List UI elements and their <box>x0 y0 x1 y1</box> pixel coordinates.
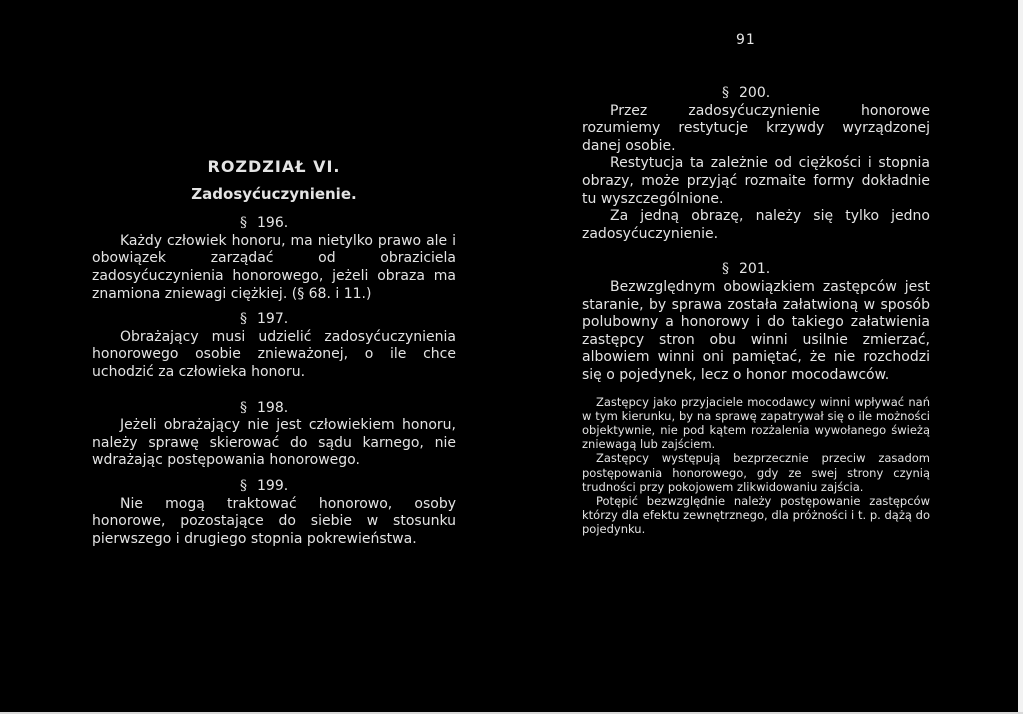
paragraph-number: 197. <box>257 311 289 328</box>
section-sign: § <box>722 261 729 278</box>
section-sign: § <box>240 215 247 232</box>
left-column <box>92 158 456 548</box>
chapter-title: ROZDZIAŁ VI. <box>207 157 341 176</box>
paragraph-number: 198. <box>257 399 289 416</box>
paragraph-196-heading <box>240 215 456 233</box>
paragraph-199-text: Nie mogą traktować honorowo, osoby honorowe, pozostające do siebie w stosunku pierwszego i drugiego stopnia pokrewieństwa. <box>92 495 456 547</box>
paragraph-number: 196. <box>257 215 289 232</box>
paragraph-198-heading <box>240 400 456 418</box>
paragraph-200-text-3: Za jedną obrazę, należy się tylko jedno zadosyćuczynienie. <box>582 208 930 242</box>
chapter-subtitle: Zadosyćuczynienie. <box>191 184 357 203</box>
paragraph-number: 201. <box>739 261 771 278</box>
note-1: Zastępcy jako przyjaciele mocodawcy winni wpływać nań w tym kierunku, by na sprawę zapatrywał się o ile możności objektywnie, nie pod kątem rozżalenia wywołanego świeżą zniewagą lub zajściem. <box>582 394 930 452</box>
paragraph-number: 200. <box>739 85 771 101</box>
page-number: 91 <box>736 32 756 48</box>
paragraph-201-heading <box>722 261 930 279</box>
paragraph-197-text: Obrażający musi udzielić zadosyćuczynienia honorowego osobie znieważonej, o ile chce uchodzić za człowieka honoru. <box>92 328 456 380</box>
right-column <box>582 85 930 537</box>
paragraph-200-text-2: Restytucja ta zależnie od ciężkości i stopnia obrazy, może przyjąć rozmaite formy dokładnie tu wyszczególnione. <box>582 155 930 207</box>
paragraph-198-text: Jeżeli obrażający nie jest człowiekiem honoru, należy sprawę skierować do sądu karnego, nie wdrażając postępowania honorowego. <box>92 417 456 469</box>
paragraph-197-heading <box>240 311 456 329</box>
paragraph-199-heading <box>240 478 456 496</box>
page-edge-strip <box>1018 0 1023 714</box>
paragraph-200-text-1: Przez zadosyćuczynienie honorowe rozumiemy restytucje krzywdy wyrządzonej danej osobie. <box>582 102 930 154</box>
section-sign: § <box>240 311 247 328</box>
paragraph-196-text: Każdy człowiek honoru, ma nietylko prawo ale i obowiązek zarządać od obraziciela zadosyćuczynienia honorowego, jeżeli obraza ma znamiona zniewagi ciężkiej. (§ 68. i 11.) <box>92 232 456 302</box>
footnotes-block <box>582 395 930 537</box>
section-sign: § <box>240 477 247 494</box>
note-2: Zastępcy występują bezprzecznie przeciw zasadom postępowania honorowego, gdy ze swej strony czynią trudności przy pokojowem zlikwidowaniu zajścia. <box>582 451 930 494</box>
section-sign: § <box>722 85 729 101</box>
paragraph-200-heading <box>722 85 930 103</box>
paragraph-number: 199. <box>257 477 289 494</box>
paragraph-201-text: Bezwzględnym obowiązkiem zastępców jest staranie, by sprawa została załatwioną w sposób polubowny a honorowy i do takiego załatwienia zastępcy stron obu winni usilnie zmierzać, albowiem winni oni pamiętać, że nie rozchodzi się o pojedynek, lecz o honor mocodawców. <box>582 278 930 383</box>
section-sign: § <box>240 399 247 416</box>
note-3: Potępić bezwzględnie należy postępowanie zastępców którzy dla efektu zewnętrznego, dla próżności i t. p. dążą do pojedynku. <box>582 493 930 537</box>
